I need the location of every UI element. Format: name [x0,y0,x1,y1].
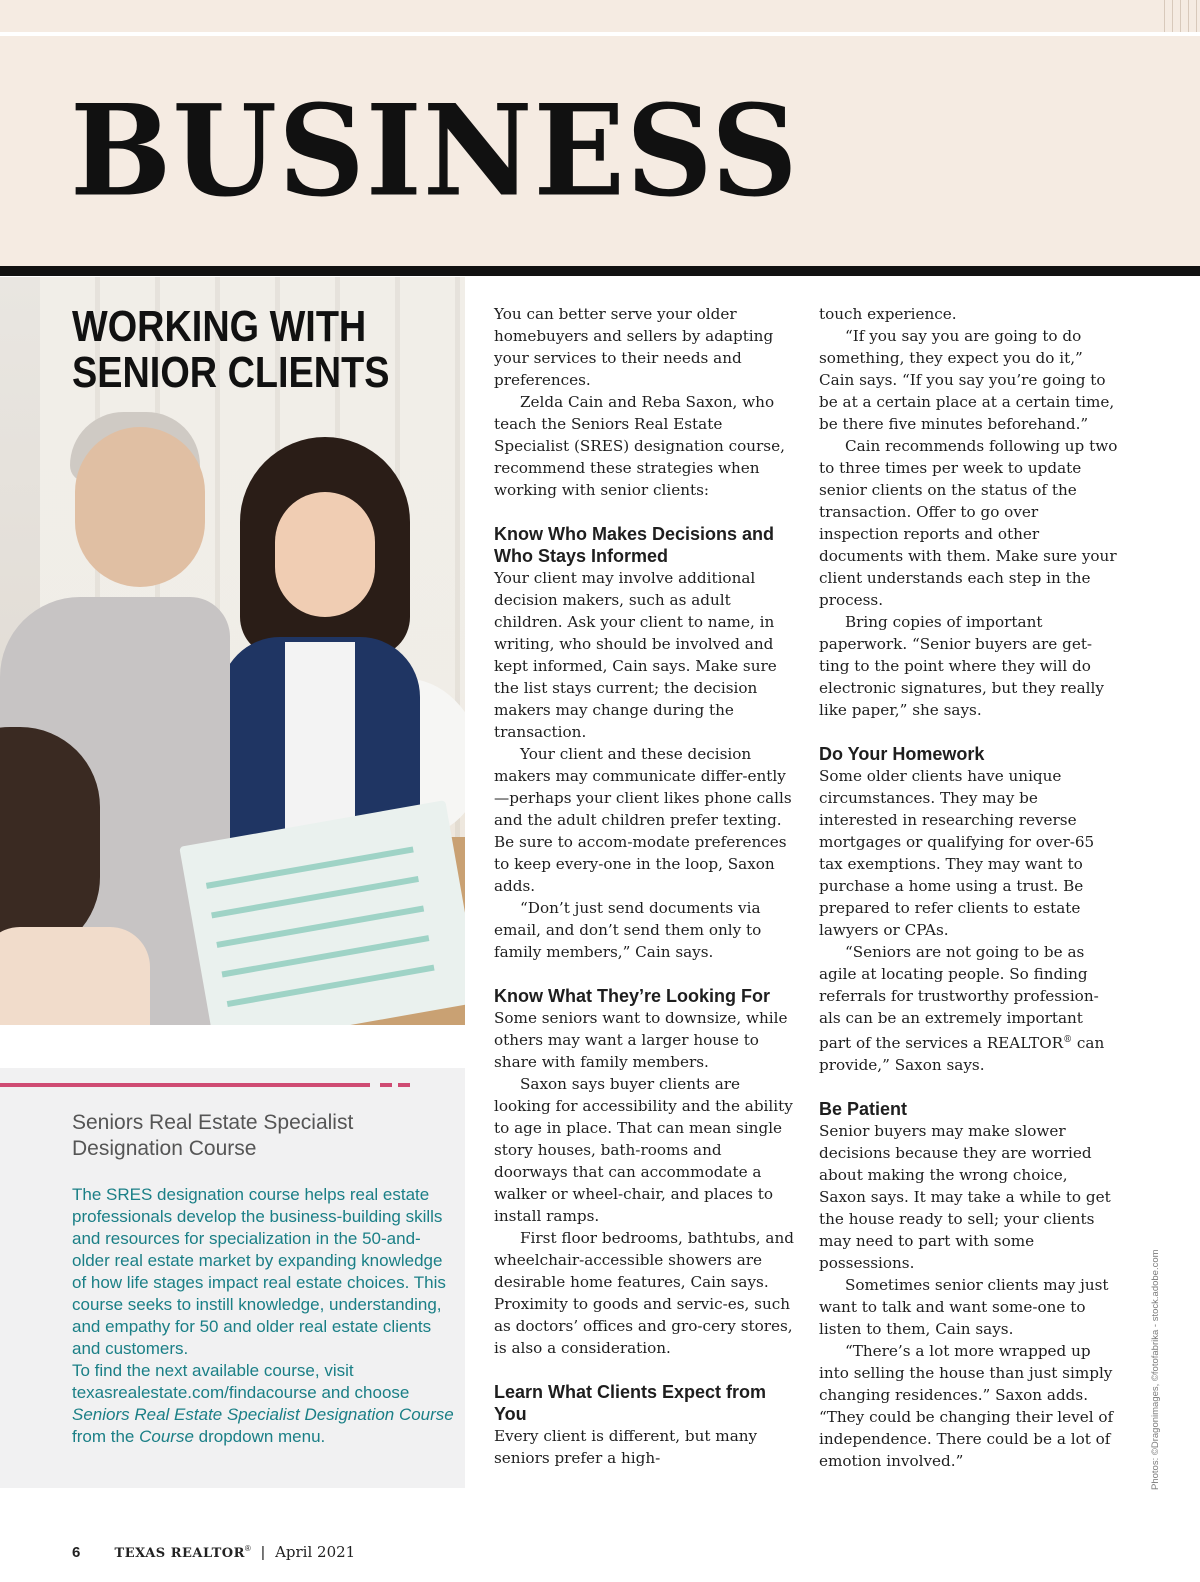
course-menu-name: Course [139,1427,194,1446]
sidebar-rule [0,1083,370,1087]
body-column-2 [819,303,1119,1472]
paragraph: touch experience. [819,305,957,323]
page-footer: 6 TEXAS REALTOR® | April 2021 [72,1543,356,1561]
paragraph: “There’s a lot more wrapped up into selling the house than just simply changing residences.” Saxon adds. “They could be changing their level of independence. There could be a lot of emotion involved.” [819,1342,1114,1471]
issue-date: April 2021 [275,1543,356,1561]
subheading: Do Your Homework [819,744,985,764]
paragraph: Senior buyers may make slower decisions because they are worried about making the wrong choice, Saxon says. It may take a while to get the house ready to sell; your clients may need to part with some possessions. [819,1122,1111,1273]
paragraph: Every client is different, but many seniors prefer a high- [494,1427,758,1467]
sidebar-cta: To find the next available course, visit texasrealestate.com/findacourse and choose Seniors Real Estate Specialist Designation Course from the Course dropdown menu. [72,1361,454,1446]
paragraph: You can better serve your older homebuyers and sellers by adapting your services to their needs and preferences. [494,305,774,389]
paragraph: Sometimes senior clients may just want to talk and want some-one to listen to them, Cain says. [819,1276,1109,1339]
course-name: Seniors Real Estate Specialist Designation Course [72,1405,454,1424]
paragraph: Zelda Cain and Reba Saxon, who teach the Seniors Real Estate Specialist (SRES) designation course, recommend these strategies when working with senior clients: [494,393,785,499]
header-rule [0,266,1200,276]
photo-credit: Photos: ©Dragonimages, ©fotofabrika - stock.adobe.com [1150,1249,1161,1490]
paragraph: Your client and these decision makers may communicate differ-ently—perhaps your client likes phone calls and the adult children prefer texting. Be sure to accom-modate preferences to keep every-one in the loop, Saxon adds. [494,745,792,895]
sidebar-heading: Seniors Real Estate Specialist Designation Course [72,1111,354,1160]
section-title: BUSINESS [70,76,799,225]
subheading: Be Patient [819,1099,908,1120]
paragraph: “Seniors are not going to be as agile at locating people. So finding referrals for trustworthy profession-als can be an extremely important part of the services a REALTOR® can provide,” Saxon says. [819,943,1105,1075]
header-top-line [0,32,1200,36]
paragraph: Some seniors want to downsize, while others may want a larger house to share with family members. [494,1009,788,1071]
paragraph: Saxon says buyer clients are looking for accessibility and the ability to age in place. That can mean single story houses, bath-rooms and doorways that can accommodate a walker or wheel-chair, and places to install ramps. [494,1075,793,1225]
paragraph: Bring copies of important paperwork. “Senior buyers are get-ting to the point where they will do electronic signatures, but they really like paper,” she says. [819,613,1104,719]
paragraph: “If you say you are going to do something, they expect you do it,” Cain says. “If you say you’re going to be at a certain place at a certain time, be there five minutes beforehand.” [819,327,1115,433]
paragraph: Some older clients have unique circumstances. They may be interested in researching reverse mortgages or qualifying for over-65 tax exemptions. They may want to purchase a home using a trust. Be prepared to refer clients to estate lawyers or CPAs. [819,767,1095,939]
article-title-line: WORKING WITH [72,302,367,351]
subheading: Know Who Makes Decisions and Who Stays Informed [494,524,775,566]
subheading: Learn What Clients Expect from You [494,1382,767,1424]
paragraph: “Don’t just send documents via email, and don’t send them only to family members,” Cain says. [494,899,762,961]
page-number: 6 [72,1544,81,1561]
paragraph: Cain recommends following up two to three times per week to update senior clients on the status of the transaction. Offer to go over inspection reports and other documents with them. Make sure your client understands each step in the process. [819,437,1118,609]
sidebar-body [72,1184,457,1448]
paragraph: First floor bedrooms, bathtubs, and wheelchair-accessible showers are desirable home features, Cain says. Proximity to goods and servic-es, such as doctors’ offices and gro-cery stores, is also a consideration. [494,1229,794,1357]
paragraph: Your client may involve additional decision makers, such as adult children. Ask your client to name, in writing, who should be involved and kept informed, Cain says. Make sure the list stays current; the decision makers may change during the transaction. [494,569,777,741]
article-title-line: SENIOR CLIENTS [72,348,390,397]
article-title [72,304,433,396]
sidebar-paragraph: The SRES designation course helps real estate professionals develop the business-building skills and resources for specialization in the 50-and-older real estate market by expanding knowledge of how life stages impact real estate choices. This course seeks to instill knowledge, understanding, and empathy for 50 and older real estate clients and customers. [72,1185,446,1358]
sidebar-dash [398,1083,410,1087]
header-decoration [1160,0,1200,32]
subheading: Know What They’re Looking For [494,986,770,1006]
magazine-name: TEXAS REALTOR [114,1546,245,1561]
footer-separator: | [260,1544,265,1561]
body-column-1 [494,303,794,1469]
sidebar-dash [380,1083,392,1087]
